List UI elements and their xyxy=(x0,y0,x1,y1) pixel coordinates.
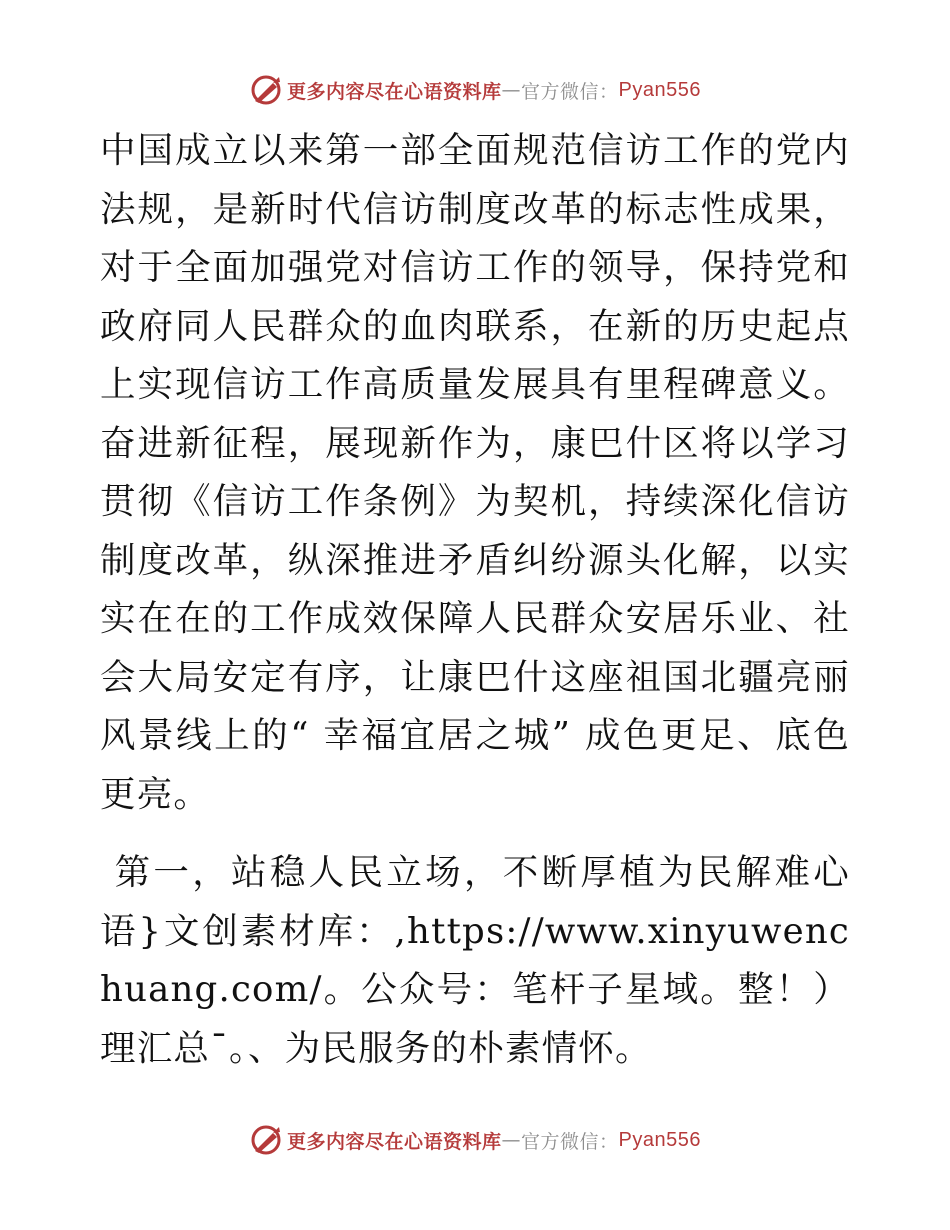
header-watermark xyxy=(0,70,950,110)
watermark-label: 官方微信： xyxy=(521,1130,619,1153)
footer-watermark xyxy=(0,1120,950,1160)
paragraph-1: 中国成立以来第一部全面规范信访工作的党内法规，是新时代信访制度改革的标志性成果，对于全面加强党对信访工作的领导，保持党和政府同人民群众的血肉联系，在新的历史起点上实现信访工作高质量发展具有里程碑意义。奋进新征程，展现新作为，康巴什区将以学习贯彻《信访工作条例》为契机，持续深化信访制度改革，纵深推进矛盾纠纷源头化解，以实实在在的工作成效保障人民群众安居乐业、社会大局安定有序，让康巴什这座祖国北疆亮丽风景线上的“ 幸福宜居之城” 成色更足、底色更亮。 xyxy=(100,130,850,815)
watermark-prefix: 更多内容尽在心语资料库 xyxy=(287,80,502,103)
document-body xyxy=(100,122,850,1078)
watermark-dash: — xyxy=(501,1129,522,1151)
quill-logo-icon xyxy=(249,73,283,107)
watermark-prefix: 更多内容尽在心语资料库 xyxy=(287,1130,502,1153)
watermark-dash: — xyxy=(501,79,522,101)
watermark-id: Pyan556 xyxy=(618,1128,701,1151)
quill-logo-icon xyxy=(249,1123,283,1157)
watermark-label: 官方微信： xyxy=(521,80,619,103)
paragraph-2: 第一，站稳人民立场，不断厚植为民解难心语}文创素材库：,https://www.xinyuwenchuang.com/。公众号：笔杆子星域。整！）理汇总¯。、为民服务的朴素情怀。 xyxy=(100,852,850,1069)
watermark-id: Pyan556 xyxy=(618,78,701,101)
